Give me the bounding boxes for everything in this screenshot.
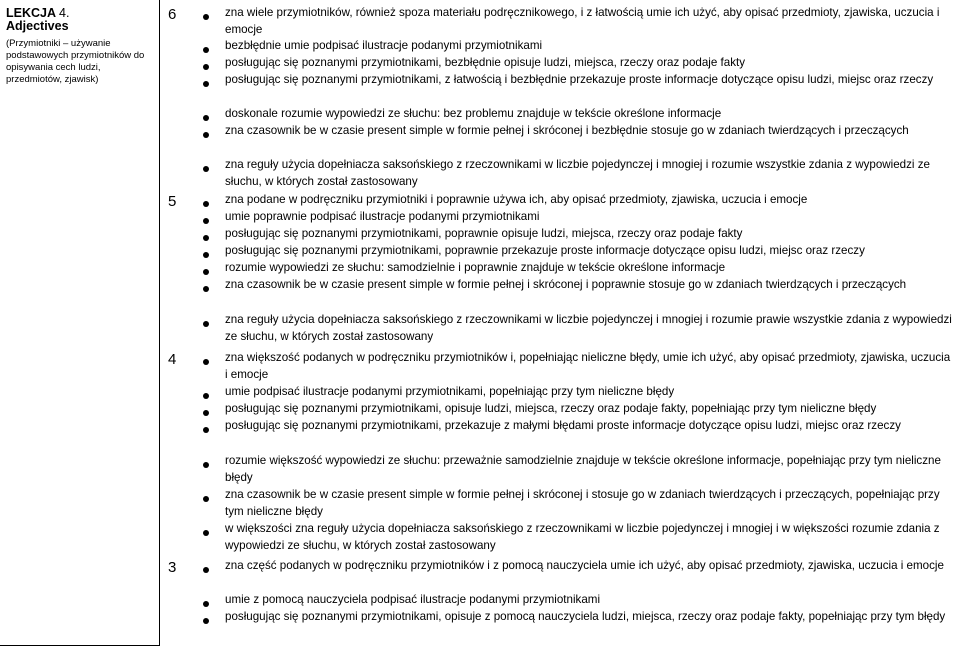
bullet-icon <box>203 618 209 624</box>
criterion-item: zna część podanych w podręczniku przymiotników i z pomocą nauczyciela umie ich użyć, aby opisać przedmioty, zjawiska, uczucia i emocje <box>225 559 944 572</box>
criterion-item: doskonale rozumie wypowiedzi ze słuchu: bez problemu znajduje w tekście określone informacje <box>225 107 722 120</box>
bullet-icon <box>203 269 209 275</box>
criterion-item: zna większość podanych w podręczniku przymiotników i, popełniając nieliczne błędy, umie ich użyć, aby opisać przedmioty, zjawiska, uczucia i emocje <box>225 351 951 381</box>
bullet-icon <box>203 462 209 468</box>
criterion-item: posługując się poznanymi przymiotnikami, z łatwością i bezbłędnie przekazuje proste informacje dotyczące opisu ludzi, miejsc oraz rzeczy <box>225 73 934 86</box>
criterion-item: posługując się poznanymi przymiotnikami, poprawnie opisuje ludzi, miejsca, rzeczy oraz podaje fakty <box>225 227 743 240</box>
criterion-item: posługując się poznanymi przymiotnikami, bezbłędnie opisuje ludzi, miejsca, rzeczy oraz podaje fakty <box>225 56 746 69</box>
bullet-icon <box>203 201 209 207</box>
grade-number: 6 <box>168 6 177 23</box>
bullet-icon <box>203 81 209 87</box>
criterion-item: zna podane w podręczniku przymiotniki i poprawnie używa ich, aby opisać przedmioty, zjawiska, uczucia i emocje <box>225 193 808 206</box>
criterion-item: rozumie wypowiedzi ze słuchu: samodzielnie i poprawnie znajduje w tekście określone informacje <box>225 261 726 274</box>
lesson-column <box>0 0 160 646</box>
topic-description: (Przymiotniki – używanie podstawowych przymiotników do opisywania cech ludzi, przedmiotów, zjawisk) <box>6 38 145 85</box>
criterion-item: bezbłędnie umie podpisać ilustracje podanymi przymiotnikami <box>225 39 543 52</box>
criterion-item: rozumie większość wypowiedzi ze słuchu: przeważnie samodzielnie znajduje w tekście określone informacje, popełniając przy tym nieliczne błędy <box>225 454 941 484</box>
bullet-icon <box>203 132 209 138</box>
grade-number: 5 <box>168 193 177 210</box>
grade-number: 3 <box>168 559 177 576</box>
bullet-icon <box>203 496 209 502</box>
bullet-icon <box>203 567 209 573</box>
bullet-icon <box>203 115 209 121</box>
criterion-item: zna wiele przymiotników, również spoza materiału podręcznikowego, i z łatwością umie ich użyć, aby opisać przedmioty, zjawiska, uczucia i emocje <box>225 6 940 36</box>
bullet-icon <box>203 427 209 433</box>
criterion-item: umie podpisać ilustracje podanymi przymiotnikami, popełniając przy tym nieliczne błędy <box>225 385 675 398</box>
bullet-icon <box>203 47 209 53</box>
criterion-item: umie poprawnie podpisać ilustracje podanymi przymiotnikami <box>225 210 540 223</box>
bullet-icon <box>203 235 209 241</box>
bullet-icon <box>203 530 209 536</box>
bullet-icon <box>203 393 209 399</box>
criterion-item: zna czasownik be w czasie present simple w formie pełnej i skróconej i poprawnie stosuje go w zdaniach twierdzących i przeczących <box>225 278 907 291</box>
bullet-icon <box>203 218 209 224</box>
topic-title: Adjectives <box>6 19 69 33</box>
criterion-item: zna czasownik be w czasie present simple w formie pełnej i skróconej i stosuje go w zdaniach twierdzących i przeczących, popełniając przy tym nieliczne błędy <box>225 488 940 518</box>
bullet-icon <box>203 359 209 365</box>
criterion-item: umie z pomocą nauczyciela podpisać ilustracje podanymi przymiotnikami <box>225 593 601 606</box>
bullet-icon <box>203 286 209 292</box>
criterion-item: w większości zna reguły użycia dopełniacza saksońskiego z rzeczownikami w liczbie pojedynczej i mnogiej i w większości rozumie zdania z wypowiedzi ze słuchu, w których został zastosowany <box>225 522 940 552</box>
bullet-icon <box>203 601 209 607</box>
criterion-item: posługując się poznanymi przymiotnikami, opisuje z pomocą nauczyciela ludzi, miejsca, rzeczy oraz podaje fakty, popełniając przy tym błędy <box>225 610 946 623</box>
bullet-icon <box>203 166 209 172</box>
criterion-item: zna czasownik be w czasie present simple w formie pełnej i skróconej i bezbłędnie stosuje go w zdaniach twierdzących i przeczących <box>225 124 909 137</box>
bullet-icon <box>203 14 209 20</box>
criterion-item: zna reguły użycia dopełniacza saksońskiego z rzeczownikami w liczbie pojedynczej i mnogiej i rozumie wszystkie zdania z wypowiedzi ze słuchu, w których został zastosowany <box>225 158 930 188</box>
lesson-label: LEKCJA <box>6 6 56 20</box>
criterion-item: posługując się poznanymi przymiotnikami, przekazuje z małymi błędami proste informacje dotyczące opisu ludzi, miejsc oraz rzeczy <box>225 419 901 432</box>
bullet-icon <box>203 321 209 327</box>
lesson-number: 4. <box>59 6 70 20</box>
criterion-item: posługując się poznanymi przymiotnikami, opisuje ludzi, miejsca, rzeczy oraz podaje fakty, popełniając przy tym nieliczne błędy <box>225 402 877 415</box>
criterion-item: zna reguły użycia dopełniacza saksońskiego z rzeczownikami w liczbie pojedynczej i mnogiej i rozumie prawie wszystkie zdania z wypowiedzi ze słuchu, w których został zastosowany <box>225 313 952 343</box>
bullet-icon <box>203 252 209 258</box>
bullet-icon <box>203 410 209 416</box>
grade-number: 4 <box>168 351 177 368</box>
bullet-icon <box>203 64 209 70</box>
lesson-heading <box>6 6 69 20</box>
criterion-item: posługując się poznanymi przymiotnikami, poprawnie przekazuje proste informacje dotyczące opisu ludzi, miejsc oraz rzeczy <box>225 244 865 257</box>
